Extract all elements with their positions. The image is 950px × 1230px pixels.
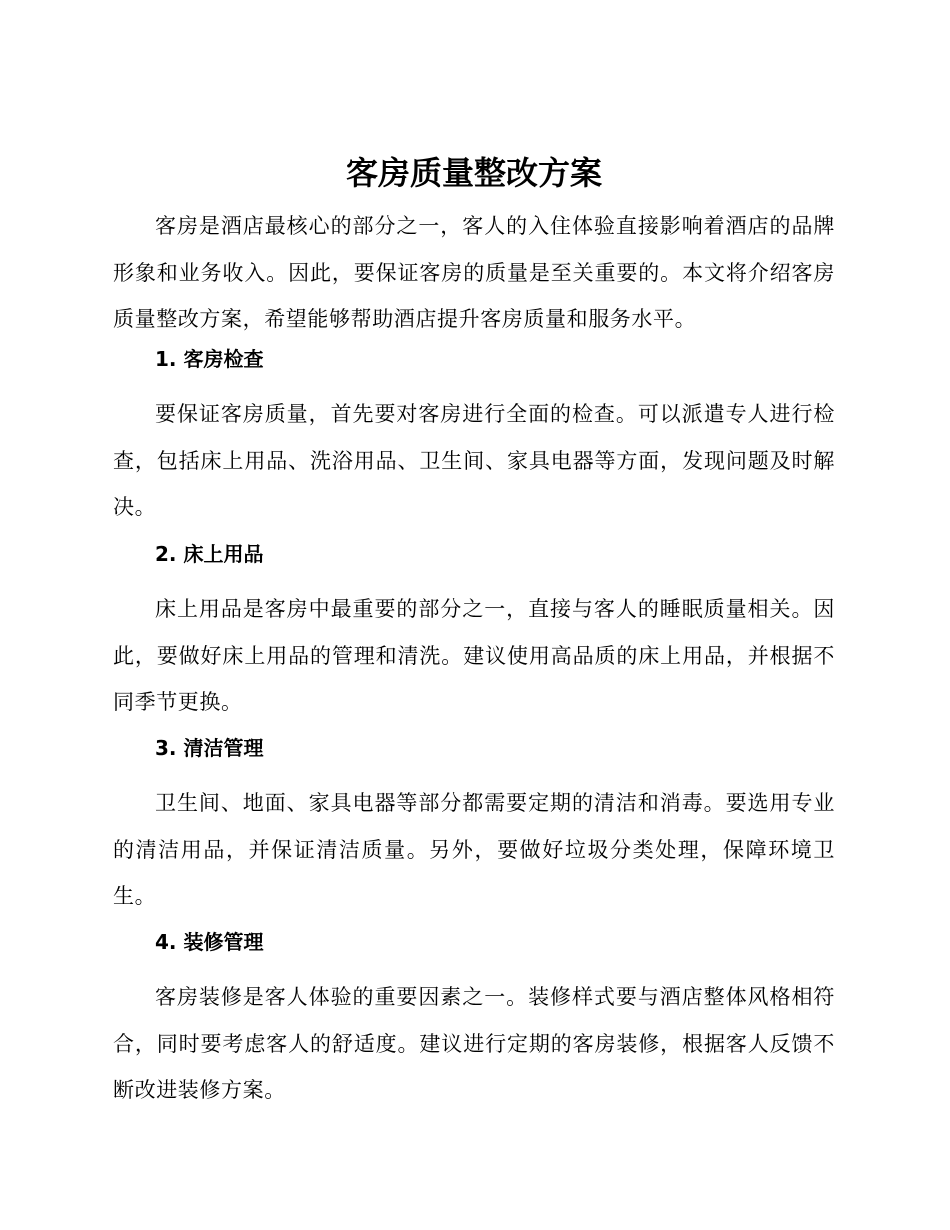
section-heading-renovation: 4. 装修管理 — [155, 930, 264, 954]
section-body-cleaning: 卫生间、地面、家具电器等部分都需要定期的清洁和消毒。要选用专业的清洁用品，并保证清洁质量。另外，要做好垃圾分类处理，保障环境卫生。 — [113, 791, 835, 908]
section-heading-cleaning: 3. 清洁管理 — [155, 736, 264, 760]
section-heading-room-inspection: 1. 客房检查 — [155, 347, 264, 371]
section-heading-bedding: 2. 床上用品 — [155, 542, 264, 566]
intro-paragraph: 客房是酒店最核心的部分之一，客人的入住体验直接影响着酒店的品牌形象和业务收入。因此，要保证客房的质量是至关重要的。本文将介绍客房质量整改方案，希望能够帮助酒店提升客房质量和服务水平。 — [113, 214, 835, 331]
section-body-renovation: 客房装修是客人体验的重要因素之一。装修样式要与酒店整体风格相符合，同时要考虑客人的舒适度。建议进行定期的客房装修，根据客人反馈不断改进装修方案。 — [113, 985, 835, 1102]
section-body-bedding: 床上用品是客房中最重要的部分之一，直接与客人的睡眠质量相关。因此，要做好床上用品的管理和清洗。建议使用高品质的床上用品，并根据不同季节更换。 — [113, 597, 835, 714]
section-body-room-inspection: 要保证客房质量，首先要对客房进行全面的检查。可以派遣专人进行检查，包括床上用品、洗浴用品、卫生间、家具电器等方面，发现问题及时解决。 — [113, 402, 835, 519]
document-title: 客房质量整改方案 — [345, 154, 602, 192]
